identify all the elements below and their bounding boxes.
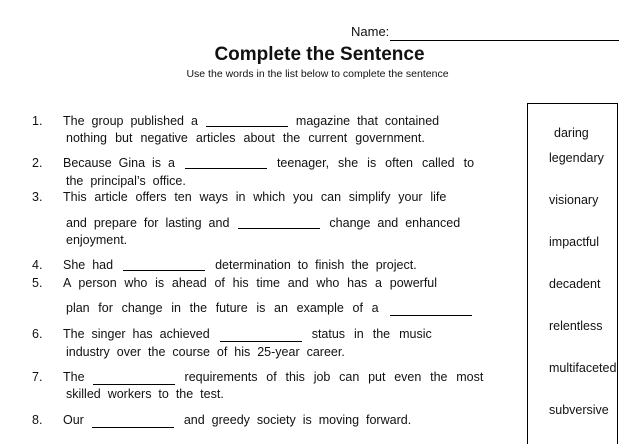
question-number: 1. xyxy=(32,114,43,128)
text: magazine that contained xyxy=(295,114,440,128)
text: teenager, she is often called to xyxy=(276,156,475,170)
question-6-line-1 xyxy=(63,327,432,341)
question-number: 5. xyxy=(32,276,43,290)
answer-blank-6[interactable] xyxy=(220,341,302,342)
question-7-line-1 xyxy=(63,370,483,384)
question-2-line-1 xyxy=(63,156,474,170)
instructions: Use the words in the list below to complete the sentence xyxy=(186,68,449,80)
word-bank-item: visionary xyxy=(549,193,599,207)
word-bank-item: legendary xyxy=(549,151,604,165)
word-bank-item: subversive xyxy=(549,403,609,417)
question-3-line-3: enjoyment. xyxy=(66,233,128,247)
text: and prepare for lasting and xyxy=(66,216,230,230)
question-8-line-1 xyxy=(63,413,411,427)
answer-blank-7[interactable] xyxy=(93,384,175,385)
word-bank-item: multifaceted xyxy=(549,361,617,375)
word-bank-item: daring xyxy=(554,126,589,140)
text: Because Gina is a xyxy=(63,156,175,170)
page-title: Complete the Sentence xyxy=(214,44,425,65)
question-number: 2. xyxy=(32,156,43,170)
question-6-line-2: industry over the course of his 25-year career. xyxy=(66,345,345,359)
question-number: 6. xyxy=(32,327,43,341)
name-label: Name: xyxy=(351,24,390,39)
answer-blank-5[interactable] xyxy=(390,315,472,316)
text: The singer has achieved xyxy=(63,327,210,341)
word-bank-item: decadent xyxy=(549,277,601,291)
word-bank-item: impactful xyxy=(549,235,600,249)
text: and greedy society is moving forward. xyxy=(183,413,412,427)
text: The xyxy=(63,370,85,384)
question-1-line-2: nothing but negative articles about the current government. xyxy=(66,131,425,145)
question-5-line-2 xyxy=(66,301,472,315)
text: change and enhanced xyxy=(329,216,461,230)
question-3-line-1: This article offers ten ways in which you can simplify your life xyxy=(63,190,447,204)
text: plan for change in the future is an example of a xyxy=(66,301,379,315)
question-7-line-2: skilled workers to the test. xyxy=(66,387,224,401)
answer-blank-3[interactable] xyxy=(238,228,320,229)
question-number: 7. xyxy=(32,370,43,384)
question-3-line-2 xyxy=(66,216,460,230)
answer-blank-4[interactable] xyxy=(123,270,205,271)
question-4-line-1 xyxy=(63,258,417,272)
text: The group published a xyxy=(63,114,198,128)
answer-blank-2[interactable] xyxy=(185,168,267,169)
question-number: 3. xyxy=(32,190,43,204)
word-bank-item: relentless xyxy=(549,319,603,333)
name-input-line[interactable] xyxy=(390,40,619,41)
text: Our xyxy=(63,413,84,427)
text: status in the music xyxy=(311,327,432,341)
text: determination to finish the project. xyxy=(215,258,417,272)
answer-blank-1[interactable] xyxy=(206,126,288,127)
question-5-line-1: A person who is ahead of his time and who has a powerful xyxy=(63,276,438,290)
text: She had xyxy=(63,258,114,272)
question-number: 8. xyxy=(32,413,43,427)
answer-blank-8[interactable] xyxy=(92,427,174,428)
text: requirements of this job can put even the most xyxy=(184,370,484,384)
question-2-line-2: the principal’s office. xyxy=(66,174,186,188)
question-1-line-1 xyxy=(63,114,439,128)
question-number: 4. xyxy=(32,258,43,272)
